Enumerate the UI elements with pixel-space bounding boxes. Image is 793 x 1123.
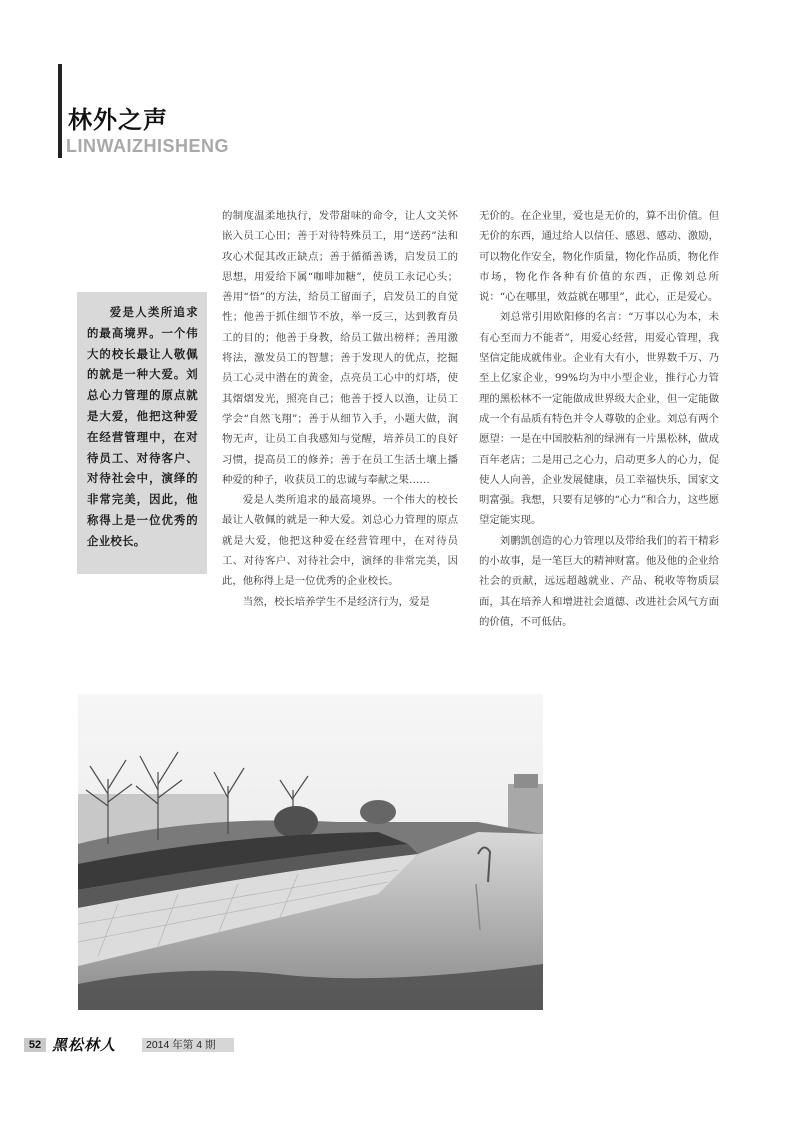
section-title: 林外之声 [68,106,168,134]
landscape-photo [78,694,543,1010]
paragraph: 的制度温柔地执行，发带甜味的命令，让人文关怀嵌入员工心田；善于对待特殊员工，用“送药”法和攻心术促其改正缺点；善于循循善诱，启发员工的思想，用爱给下属“咖啡加糖”，使员工永记心头；善用“悟”的方法，给员工留面子，启发员工的自觉性；他善于抓住细节不放，举一反三，达到教育员工的目的；他善于身教，给员工做出榜样；善用激将法，激发员工的智慧；善于发现人的优点，挖掘员工心灵中潜在的黄金，点亮员工心中的灯塔，使其熠熠发光，照亮自己；他善于授人以渔，让员工学会“自然飞翔”；善于从细节入手，小题大做，润物无声，让员工自我感知与觉醒，培养员工的良好习惯，提高员工的修养；善于在员工生活土壤上播种爱的种子，收获员工的忠诚与奉献之果…… [222,210,458,486]
paragraph: 爱是人类所追求的最高境界。一个伟大的校长最让人敬佩的就是一种大爱。刘总心力管理的原点就是大爱，他把这种爱在经营管理中，在对待员工、对待客户、对待社会中，演绎的非常完美，因此，他称得上是一位优秀的企业校长。 [222,494,458,588]
page-footer [24,1038,234,1052]
body-column-2 [479,206,719,632]
section-subtitle: LINWAIZHISHENG [66,136,229,156]
paragraph: 刘鹏凯创造的心力管理以及带给我们的若干精彩的小故事，是一笔巨大的精神财富。他及他的企业给社会的贡献，远远超越就业、产品、税收等物质层面，其在培养人和增进社会道德、改进社会风气方面的价值，不可低估。 [479,534,719,628]
paragraph: 当然，校长培养学生不是经济行为，爱是 [242,595,430,608]
section-accent-bar [58,64,62,158]
magazine-logo: 黑松林人 [52,1036,117,1054]
issue-box [142,1038,234,1052]
body-column-1 [222,206,458,612]
pull-quote: 爱是人类所追求的最高境界。一个伟大的校长最让人敬佩的就是一种大爱。刘总心力管理的原点就是大爱，他把这种爱在经营管理中，在对待员工、对待客户、对待社会中，演绎的非常完美，因此，他称得上是一位优秀的企业校长。 [77,292,207,574]
paragraph: 无价的。在企业里，爱也是无价的，算不出价值。但无价的东西，通过给人以信任、感恩、感动、激励，可以物化作安全，物化作质量，物化作品质，物化作市场，物化作各种有价值的东西，正像刘总所说：“心在哪里，效益就在哪里”，此心，正是爱心。 [479,210,719,304]
paragraph: 刘总常引用欧阳修的名言：“万事以心为本，未有心至而力不能者”，用爱心经营，用爱心管理，我坚信定能成就伟业。企业有大有小，世界数千万、乃至上亿家企业，99%均为中小型企业，推行心力管理的黑松林不一定能做成世界级大企业，但一定能做成一个有品质有特色并令人尊敬的企业。刘总有两个愿望：一是在中国胶粘剂的绿洲有一片黑松林，做成百年老店；二是用己之心力，启动更多人的心力，促使人人向善，企业发展健康，员工幸福快乐，国家文明富强。我想，只要有足够的“心力”和合力，这些愿望定能实现。 [479,311,719,527]
page-number: 52 [24,1038,46,1052]
issue-label: 2014 年第 4 期 [146,1039,216,1051]
